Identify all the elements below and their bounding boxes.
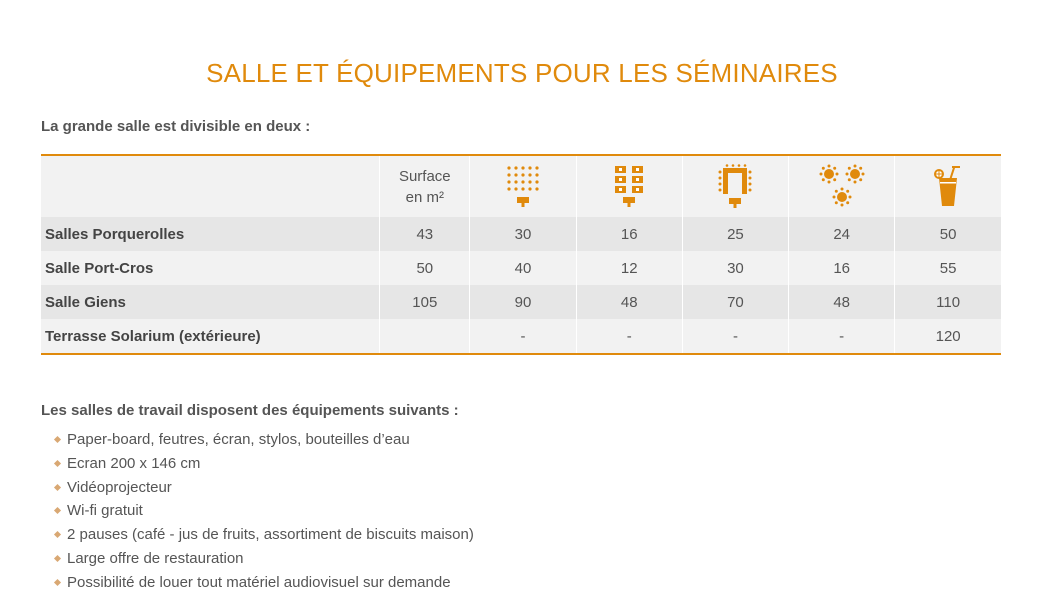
cocktail-capacity-cell: 120: [895, 319, 1001, 354]
list-item-text: 2 pauses (café - jus de fruits, assortiment de biscuits maison): [67, 526, 474, 544]
list-item: [55, 452, 474, 476]
table-row: [41, 285, 1001, 319]
list-item-text: Vidéoprojecteur: [67, 478, 172, 496]
bullet-diamond-icon: [54, 555, 61, 562]
classroom-capacity-cell: 48: [576, 285, 682, 319]
list-item: [55, 476, 474, 500]
bullet-diamond-icon: [54, 484, 61, 491]
cocktail-capacity-cell: 55: [895, 251, 1001, 285]
table-row: [41, 319, 1001, 354]
banquet-capacity-cell: 16: [789, 251, 895, 285]
header-banquet: [789, 155, 895, 217]
equipment-title: Les salles de travail disposent des équipements suivants :: [41, 402, 459, 419]
room-name-cell: Salles Porquerolles: [41, 217, 380, 251]
banquet-capacity-cell: -: [789, 319, 895, 354]
table-row: [41, 251, 1001, 285]
bullet-diamond-icon: [54, 507, 61, 514]
theatre-capacity-cell: 90: [470, 285, 576, 319]
banquet-capacity-cell: 48: [789, 285, 895, 319]
bullet-diamond-icon: [54, 531, 61, 538]
page-title: SALLE ET ÉQUIPEMENTS POUR LES SÉMINAIRES: [206, 58, 838, 88]
header-cocktail: [895, 155, 1001, 217]
list-item-text: Ecran 200 x 146 cm: [67, 454, 201, 472]
classroom-seating-icon: [611, 164, 647, 210]
classroom-capacity-cell: -: [576, 319, 682, 354]
list-item-text: Large offre de restauration: [67, 549, 244, 567]
u-shape-capacity-cell: 25: [682, 217, 788, 251]
intro-text: La grande salle est divisible en deux :: [41, 118, 311, 135]
bullet-diamond-icon: [54, 579, 61, 586]
u-shape-seating-icon: [717, 164, 753, 210]
cocktail-capacity-cell: 110: [895, 285, 1001, 319]
list-item: [55, 571, 474, 595]
theatre-capacity-cell: 40: [470, 251, 576, 285]
bullet-diamond-icon: [54, 436, 61, 443]
header-theatre: [470, 155, 576, 217]
classroom-capacity-cell: 16: [576, 217, 682, 251]
cocktail-capacity-cell: 50: [895, 217, 1001, 251]
surface-cell: [380, 319, 470, 354]
list-item-text: Possibilité de louer tout matériel audiovisuel sur demande: [67, 573, 451, 591]
classroom-capacity-cell: 12: [576, 251, 682, 285]
room-name-cell: Salle Port-Cros: [41, 251, 380, 285]
header-surface-line1: Surface: [398, 167, 451, 185]
list-item: [55, 499, 474, 523]
header-surface: [380, 155, 470, 217]
banquet-seating-icon: [818, 164, 866, 210]
cocktail-icon: [930, 164, 966, 210]
theatre-capacity-cell: -: [470, 319, 576, 354]
u-shape-capacity-cell: 70: [682, 285, 788, 319]
theatre-capacity-cell: 30: [470, 217, 576, 251]
surface-cell: 43: [380, 217, 470, 251]
rooms-table: [41, 154, 1001, 355]
table-header-row: [41, 155, 1001, 217]
header-room-name: [41, 155, 380, 217]
list-item: [55, 547, 474, 571]
u-shape-capacity-cell: -: [682, 319, 788, 354]
surface-cell: 50: [380, 251, 470, 285]
table-row: [41, 217, 1001, 251]
surface-cell: 105: [380, 285, 470, 319]
list-item: [55, 523, 474, 547]
bullet-diamond-icon: [54, 460, 61, 467]
u-shape-capacity-cell: 30: [682, 251, 788, 285]
header-surface-line2: en m²: [405, 188, 444, 206]
theatre-seating-icon: [505, 164, 541, 210]
list-item-text: Wi-fi gratuit: [67, 502, 143, 520]
room-name-cell: Terrasse Solarium (extérieure): [41, 319, 380, 354]
header-classroom: [576, 155, 682, 217]
list-item-text: Paper-board, feutres, écran, stylos, bouteilles d’eau: [67, 431, 410, 448]
banquet-capacity-cell: 24: [789, 217, 895, 251]
list-item: [55, 428, 474, 452]
equipment-list: [55, 428, 474, 595]
header-u-shape: [682, 155, 788, 217]
rooms-table-wrapper: [41, 154, 1001, 355]
room-name-cell: Salle Giens: [41, 285, 380, 319]
